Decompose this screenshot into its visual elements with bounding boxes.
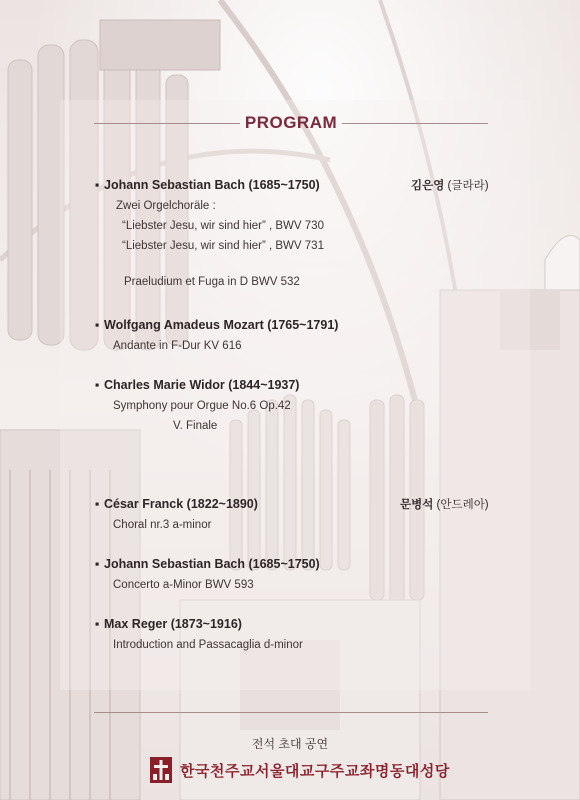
program-entry (95, 176, 515, 292)
composer-name: Max Reger (1873~1916) (104, 617, 242, 631)
performer-credit (400, 496, 489, 512)
footer-rule (94, 712, 488, 713)
page-title: PROGRAM (244, 113, 338, 132)
admission-note: 전석 초대 공연 (251, 737, 329, 751)
cathedral-emblem-icon (150, 757, 172, 783)
bullet-icon: ▪ (95, 318, 100, 332)
composer (95, 316, 515, 334)
header-rule-right (342, 123, 488, 124)
bullet-icon: ▪ (95, 378, 100, 392)
work-title: Concerto a-Minor BWV 593 (113, 579, 254, 591)
bullet-icon: ▪ (95, 497, 100, 511)
organization-name: 한국천주교서울대교구주교좌명동대성당 (180, 762, 450, 780)
composer-name: Charles Marie Widor (1844~1937) (104, 378, 300, 392)
bullet-icon: ▪ (95, 557, 100, 571)
work-title: V. Finale (173, 420, 218, 432)
performer-baptismal-name: (글라라) (447, 180, 489, 192)
composer-name: César Franck (1822~1890) (104, 497, 258, 511)
bullet-icon: ▪ (95, 178, 100, 192)
work-title: Introduction and Passacaglia d-minor (113, 639, 303, 651)
work-title: Praeludium et Fuga in D BWV 532 (124, 276, 300, 288)
cathedral-logo (150, 755, 450, 785)
performer-credit (411, 177, 489, 193)
work-title: Zwei Orgelchoräle : (116, 200, 216, 212)
work-title: “Liebster Jesu, wir sind hier” , BWV 730 (122, 220, 324, 232)
program-entry (95, 615, 515, 655)
header-rule-left (94, 123, 240, 124)
composer-name: Johann Sebastian Bach (1685~1750) (104, 557, 320, 571)
program-entry (95, 376, 515, 436)
work-title: “Liebster Jesu, wir sind hier” , BWV 731 (122, 240, 324, 252)
composer (95, 615, 515, 633)
program-entry (95, 316, 515, 356)
performer-name: 김은영 (411, 180, 445, 192)
performer-baptismal-name: (안드레아) (436, 499, 489, 511)
program-entry (95, 555, 515, 595)
bullet-icon: ▪ (95, 617, 100, 631)
work-title: Andante in F-Dur KV 616 (113, 340, 242, 352)
work-title: Choral nr.3 a-minor (113, 519, 212, 531)
composer-name: Wolfgang Amadeus Mozart (1765~1791) (104, 318, 339, 332)
composer (95, 555, 515, 573)
work-title: Symphony pour Orgue No.6 Op.42 (113, 400, 291, 412)
composer (95, 376, 515, 394)
performer-name: 문병석 (400, 499, 434, 511)
composer-name: Johann Sebastian Bach (1685~1750) (104, 178, 320, 192)
